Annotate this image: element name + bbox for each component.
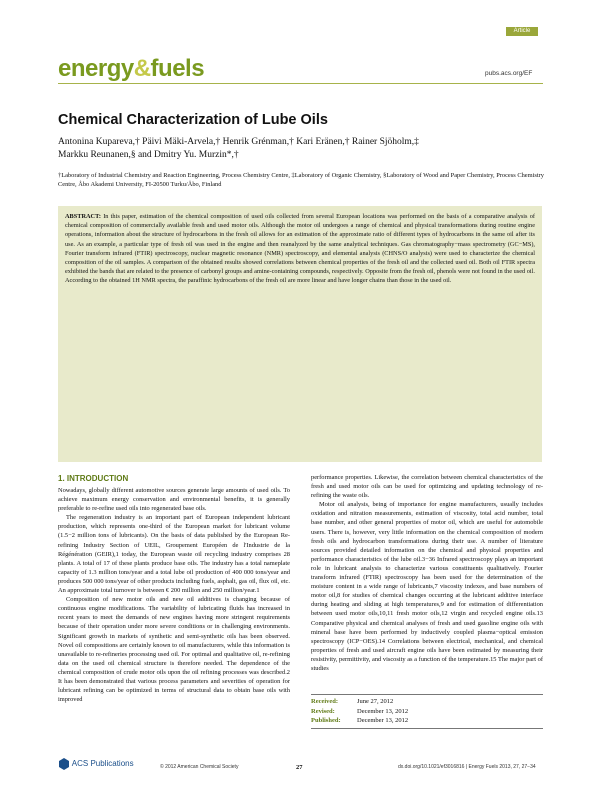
acs-hexagon-icon bbox=[58, 758, 70, 770]
paragraph: The regeneration industry is an important part of European independent lubricant production, which represents one-third of the European market for lubricant volume (1.5−2 million tons of lubricants). On the basis of data published by the European Re-refining Industry Section of UEIL, Groupement Européen de l'Industrie de la Régénération (GEIR),1 today, the European waste oil recycling industry comprises 28 plants. A total of 17 of these plants produce base oils. The industry has a total nameplate capacity of 1.3 million tons/year and a total lube oil production of 400 000 tons/year and produces 500 000 tons/year of other products including fuels, asphalt, gas oil, flux oil, etc. An approximate total turnover is between € 200 million and 250 million/year.1 bbox=[58, 514, 290, 595]
journal-url-link[interactable]: pubs.acs.org/EF bbox=[485, 70, 533, 77]
header-divider bbox=[58, 83, 543, 84]
abstract-box bbox=[58, 206, 542, 462]
revised-date: December 13, 2012 bbox=[357, 707, 409, 715]
doi-citation-link[interactable]: dx.doi.org/10.1021/ef3016816 | Energy Fuels 2013, 27, 27−34 bbox=[398, 764, 536, 770]
published-label: Published: bbox=[311, 717, 341, 724]
paragraph: Motor oil analysis, being of importance for engine manufacturers, usually includes oxidation and nitration measurements, estimation of viscosity, total acid number, total base number, and other general properties of motor oil, which are useful for automobile users. There is, however, very little information on the chemical composition of modern fresh oils and hydrocarbon transformations during their use. A number of literature sources provided detailed information on the chemical and physical properties and performance characteristics of the lube oil.3−36 Infrared spectroscopy plays an important role in lubricant analysis to characterize various constituents qualitatively. Fourier transform infrared (FTIR) spectroscopy has been used for the determination of the moisture content in a wide range of lubricants,7 viscosity indexes, and base numbers of motor oil,8 for studies of chemical changes occurring at the lubricant additive interface during heating and sliding at high temperatures,9 and for estimation of differentiation between used motor oils,10,11 fresh motor oils,12 virgin and recycled engine oils.13 Comparative physical and chemical analyses of fresh and used gasoline engine oils with mineral base have been performed by inductively coupled plasma−optical emission spectroscopy (ICP−OES).14 Correlations between electrical, mechanical, and chemical properties of fresh and used aircraft engine oils have been estimated by measuring their resistivity, permittivity, and viscosity as a function of the temperature.15 The major part of studies bbox=[311, 501, 543, 672]
author-list bbox=[58, 136, 548, 162]
authors-line-1: Antonina Kupareva,† Päivi Mäki-Arvela,† Henrik Grénman,† Kari Eränen,† Rainer Sjöholm,‡ bbox=[58, 137, 419, 147]
right-column bbox=[311, 473, 543, 673]
logo-part-energy: energy bbox=[58, 55, 134, 82]
received-date: June 27, 2012 bbox=[357, 698, 394, 705]
affiliations: †Laboratory of Industrial Chemistry and Reaction Engineering, Process Chemistry Centre, ‡Laboratory of Organic Chemistry, §Laboratory of Wood and Paper Chemistry, Process Chemistry Centre, Åbo Akademi University, FI-20500 Turku/Åbo, Finland bbox=[58, 172, 544, 188]
section-heading-introduction: 1. INTRODUCTION bbox=[58, 474, 129, 483]
acs-publications-logo[interactable] bbox=[58, 758, 134, 770]
article-type-badge: Article bbox=[506, 27, 538, 36]
paragraph: Nowadays, globally different automotive sources generate large amounts of used oils. To achieve maximum energy conservation and environmental benefits, it is generally preferable to re-refine used oils into regenerated base oils. bbox=[58, 487, 290, 513]
paragraph: performance properties. Likewise, the correlation between chemical characteristics of the fresh and used motor oils can be used for optimizing and updating technology of re-refining the waste oils. bbox=[311, 474, 543, 500]
logo-ampersand: & bbox=[133, 55, 151, 82]
published-row bbox=[311, 716, 543, 726]
authors-line-2: Markku Reunanen,§ and Dmitry Yu. Murzin*,† bbox=[58, 150, 239, 160]
left-column bbox=[58, 486, 290, 704]
revised-label: Revised: bbox=[311, 707, 335, 715]
publisher-name: ACS Publications bbox=[71, 759, 134, 769]
publication-dates bbox=[311, 694, 543, 729]
abstract-label: ABSTRACT: bbox=[65, 213, 101, 220]
received-label: Received: bbox=[311, 698, 339, 705]
revised-row bbox=[311, 707, 543, 717]
received-row bbox=[311, 697, 543, 707]
paragraph: Composition of new motor oils and new oil additives is changing because of continuous engine modifications. The variability of lubricating fluids has increased in recent years to meet the demands of new engines having more stringent requirements because of their operation under more severe conditions or in challenging environments. Significant growth in markets of synthetic and semi-synthetic oils has been observed. Novel oil compositions are certainly known to oil manufacturers, while this information is unavailable to re-refineries processing used oil. For optimal and qualitative oil, re-refining data on the used oil chemical structure is therefore needed. The dependence of the chemical composition of crude motor oils upon the oil refining processes was described.2 It has been demonstrated that various process parameters and severities of operation for lubricant refining can be optimized in terms of structural data to obtain base oils with improved bbox=[58, 596, 290, 704]
logo-part-fuels: fuels bbox=[150, 55, 205, 82]
article-title: Chemical Characterization of Lube Oils bbox=[58, 112, 328, 128]
abstract-text: In this paper, estimation of the chemical composition of used oils collected from several European locations was performed on the basis of a comparative analysis of chemical composition of commercially available fresh and used motor oils. Although the motor oil undergoes a range of chemical and physical transformations during routine engine operations, information about the structure of hydrocarbons in the fresh oil allows for an estimation of the approximate ratio of different types of hydrocarbons in the same oil after its use. As an example, a particular type of fresh oil was used in the engine and then reanalyzed by the same analytical techniques. Gas chromatography−mass spectrometry (GC−MS), Fourier transform infrared (FTIR) spectroscopy, nuclear magnetic resonance (NMR) spectroscopy, and elemental analysis (CHNS/O analysis) were used to characterize the chemical composition of the oil samples. A comparison of the obtained results showed correlations between chemical properties of the fresh oil and the collected used oil. Both oil FTIR spectra exhibited the bands that are related to the presence of carbonyl groups and amine-containing compounds, respectively. Opposite from the fresh oil, phenols were not found in the used oil. According to the obtained 1H NMR spectra, the paraffinic hydrocarbons of the fresh oil are more linear and have longer chains than those in the used oil. bbox=[65, 213, 536, 285]
copyright: © 2012 American Chemical Society bbox=[160, 764, 239, 770]
journal-logo bbox=[58, 55, 204, 83]
page-number: 27 bbox=[296, 764, 303, 771]
published-date: December 13, 2012 bbox=[357, 717, 409, 724]
